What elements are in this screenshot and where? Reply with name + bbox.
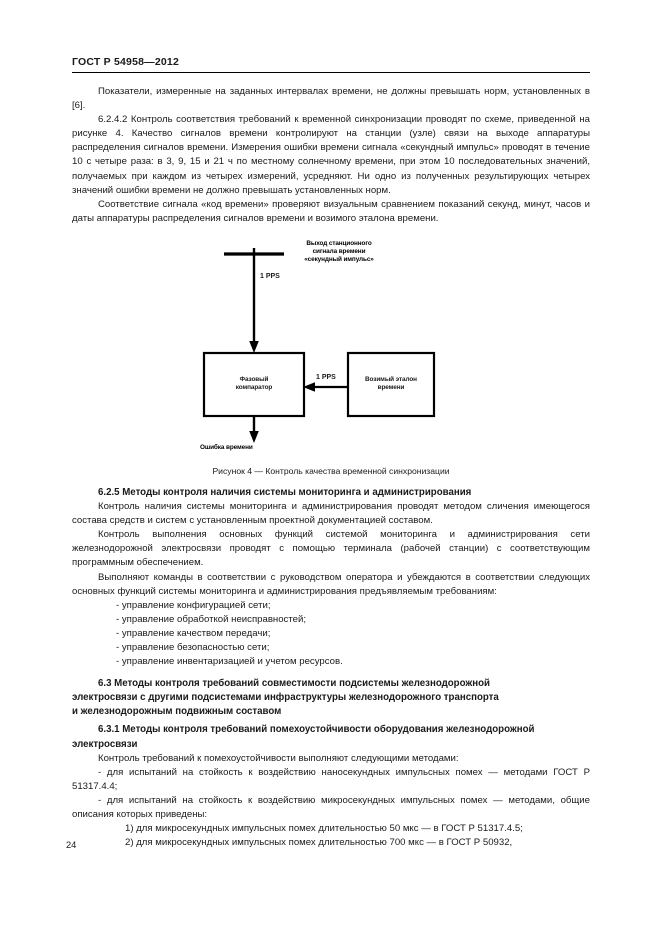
microsecond-methods-list	[72, 822, 590, 850]
vertical-arrow-head	[249, 341, 259, 353]
page-number: 24	[66, 840, 77, 850]
list-item: 1) для микросекундных импульсных помех длительностью 50 мкс — в ГОСТ Р 51317.4.5;	[125, 823, 523, 835]
heading-6-3-line3: и железнодорожным подвижным составом	[72, 706, 282, 718]
figure-4-diagram	[72, 240, 590, 462]
time-standard-label-line2: времени	[377, 384, 405, 392]
list-item: - управление конфигурацией сети;	[116, 599, 271, 611]
paragraph-indicators: Показатели, измеренные на заданных интервалах времени, не должны превышать норм, установленных в [6].	[72, 86, 590, 112]
time-standard-box	[348, 353, 434, 416]
output-arrow-head	[249, 431, 259, 443]
paragraph-625-3: Выполняют команды в соответствии с руководством оператора и убеждаются в соответствии следующих основных функций системы мониторинга и администрирования предъявляемым требованиям:	[72, 571, 590, 597]
figure-4-caption: Рисунок 4 — Контроль качества временной синхронизации	[212, 465, 450, 476]
document-header: ГОСТ Р 54958—2012	[72, 56, 180, 68]
list-item: - управление безопасностью сети;	[116, 641, 270, 653]
figure-input-label	[264, 240, 414, 264]
list-item: 2) для микросекундных импульсных помех длительностью 700 мкс — в ГОСТ Р 50932,	[125, 837, 513, 849]
paragraph-time-code: Соответствие сигнала «код времени» проверяют визуальным сравнением показаний секунд, минут, часов и даты аппаратуры распределения сигналов времени и возимого эталона времени.	[72, 198, 590, 224]
list-item: - управление обработкой неисправностей;	[116, 613, 307, 625]
figure-input-label-line2: сигнала времени	[312, 247, 366, 255]
list-item: - управление качеством передачи;	[116, 627, 271, 639]
time-standard-label-line1: Возимый эталон	[365, 375, 417, 383]
figure-output-label: Ошибка времени	[200, 443, 253, 451]
label-1pps-vertical: 1 PPS	[260, 272, 280, 280]
heading-6-3-line2: электросвязи с другими подсистемами инфраструктуры железнодорожного транспорта	[72, 692, 499, 704]
label-1pps-horizontal: 1 PPS	[316, 373, 336, 381]
figure-4	[72, 240, 590, 462]
list-item: - управление инвентаризацией и учетом ресурсов.	[116, 656, 343, 668]
phase-comparator-label-line2: компаратор	[235, 384, 273, 392]
phase-comparator-box	[204, 353, 304, 416]
heading-6-3-1	[72, 723, 590, 737]
paragraph-631-1: Контроль требований к помехоустойчивости выполняют следующими методами:	[98, 752, 459, 764]
heading-6-3-line1: 6.3 Методы контроля требований совместимости подсистемы железнодорожной	[98, 678, 490, 690]
paragraph-631-3: - для испытаний на стойкость к воздействию микросекундных импульсных помех — методами, общие описания которых приведены:	[72, 794, 590, 820]
phase-comparator-label-line1: Фазовый	[239, 375, 269, 383]
figure-input-label-line1: Выход станционного	[306, 239, 372, 247]
paragraph-625-2: Контроль выполнения основных функций системой мониторинга и администрирования сети железнодорожной электросвязи проводят с помощью терминала (рабочей станции) с соответствующим программным обеспечением.	[72, 529, 590, 569]
heading-6-3-1-line1: 6.3.1 Методы контроля требований помехоустойчивости оборудования железнодорожной	[98, 724, 535, 736]
page-content	[72, 0, 590, 850]
heading-6-2-5: 6.2.5 Методы контроля наличия системы мониторинга и администрирования	[98, 486, 472, 498]
paragraph-625-1: Контроль наличия системы мониторинга и администрирования проводят методом сличения имеющегося состава средств и систем с установленным проектной документацией составом.	[72, 501, 590, 527]
heading-6-3-1-line2: электросвязи	[72, 738, 138, 750]
header-rule	[72, 72, 590, 73]
figure-input-label-line3: «секундный импульс»	[304, 255, 374, 263]
paragraph-6242: 6.2.4.2 Контроль соответствия требований к временной синхронизации проводят по схеме, приведенной на рисунке 4. Качество сигналов времени контролируют на станции (узле) связи на выходе аппаратуры распределения сигналов времени. Измерения ошибки времени сигнала «секундный импульс» проводят в течение 10 с четыре раза: в 3, 9, 15 и 21 ч по местному солнечному времени, при этом 10 последовательных значений, получаемых при каждом из четырех измерений, усредняют. Ни одно из полученных результирующих четырех значений ошибки времени не должно превышать установленных норм.	[72, 114, 590, 196]
heading-6-3	[72, 677, 590, 691]
monitoring-functions-list	[72, 599, 590, 669]
paragraph-631-2: - для испытаний на стойкость к воздействию наносекундных импульсных помех — методами ГОСТ Р 51317.4.4;	[72, 766, 590, 792]
